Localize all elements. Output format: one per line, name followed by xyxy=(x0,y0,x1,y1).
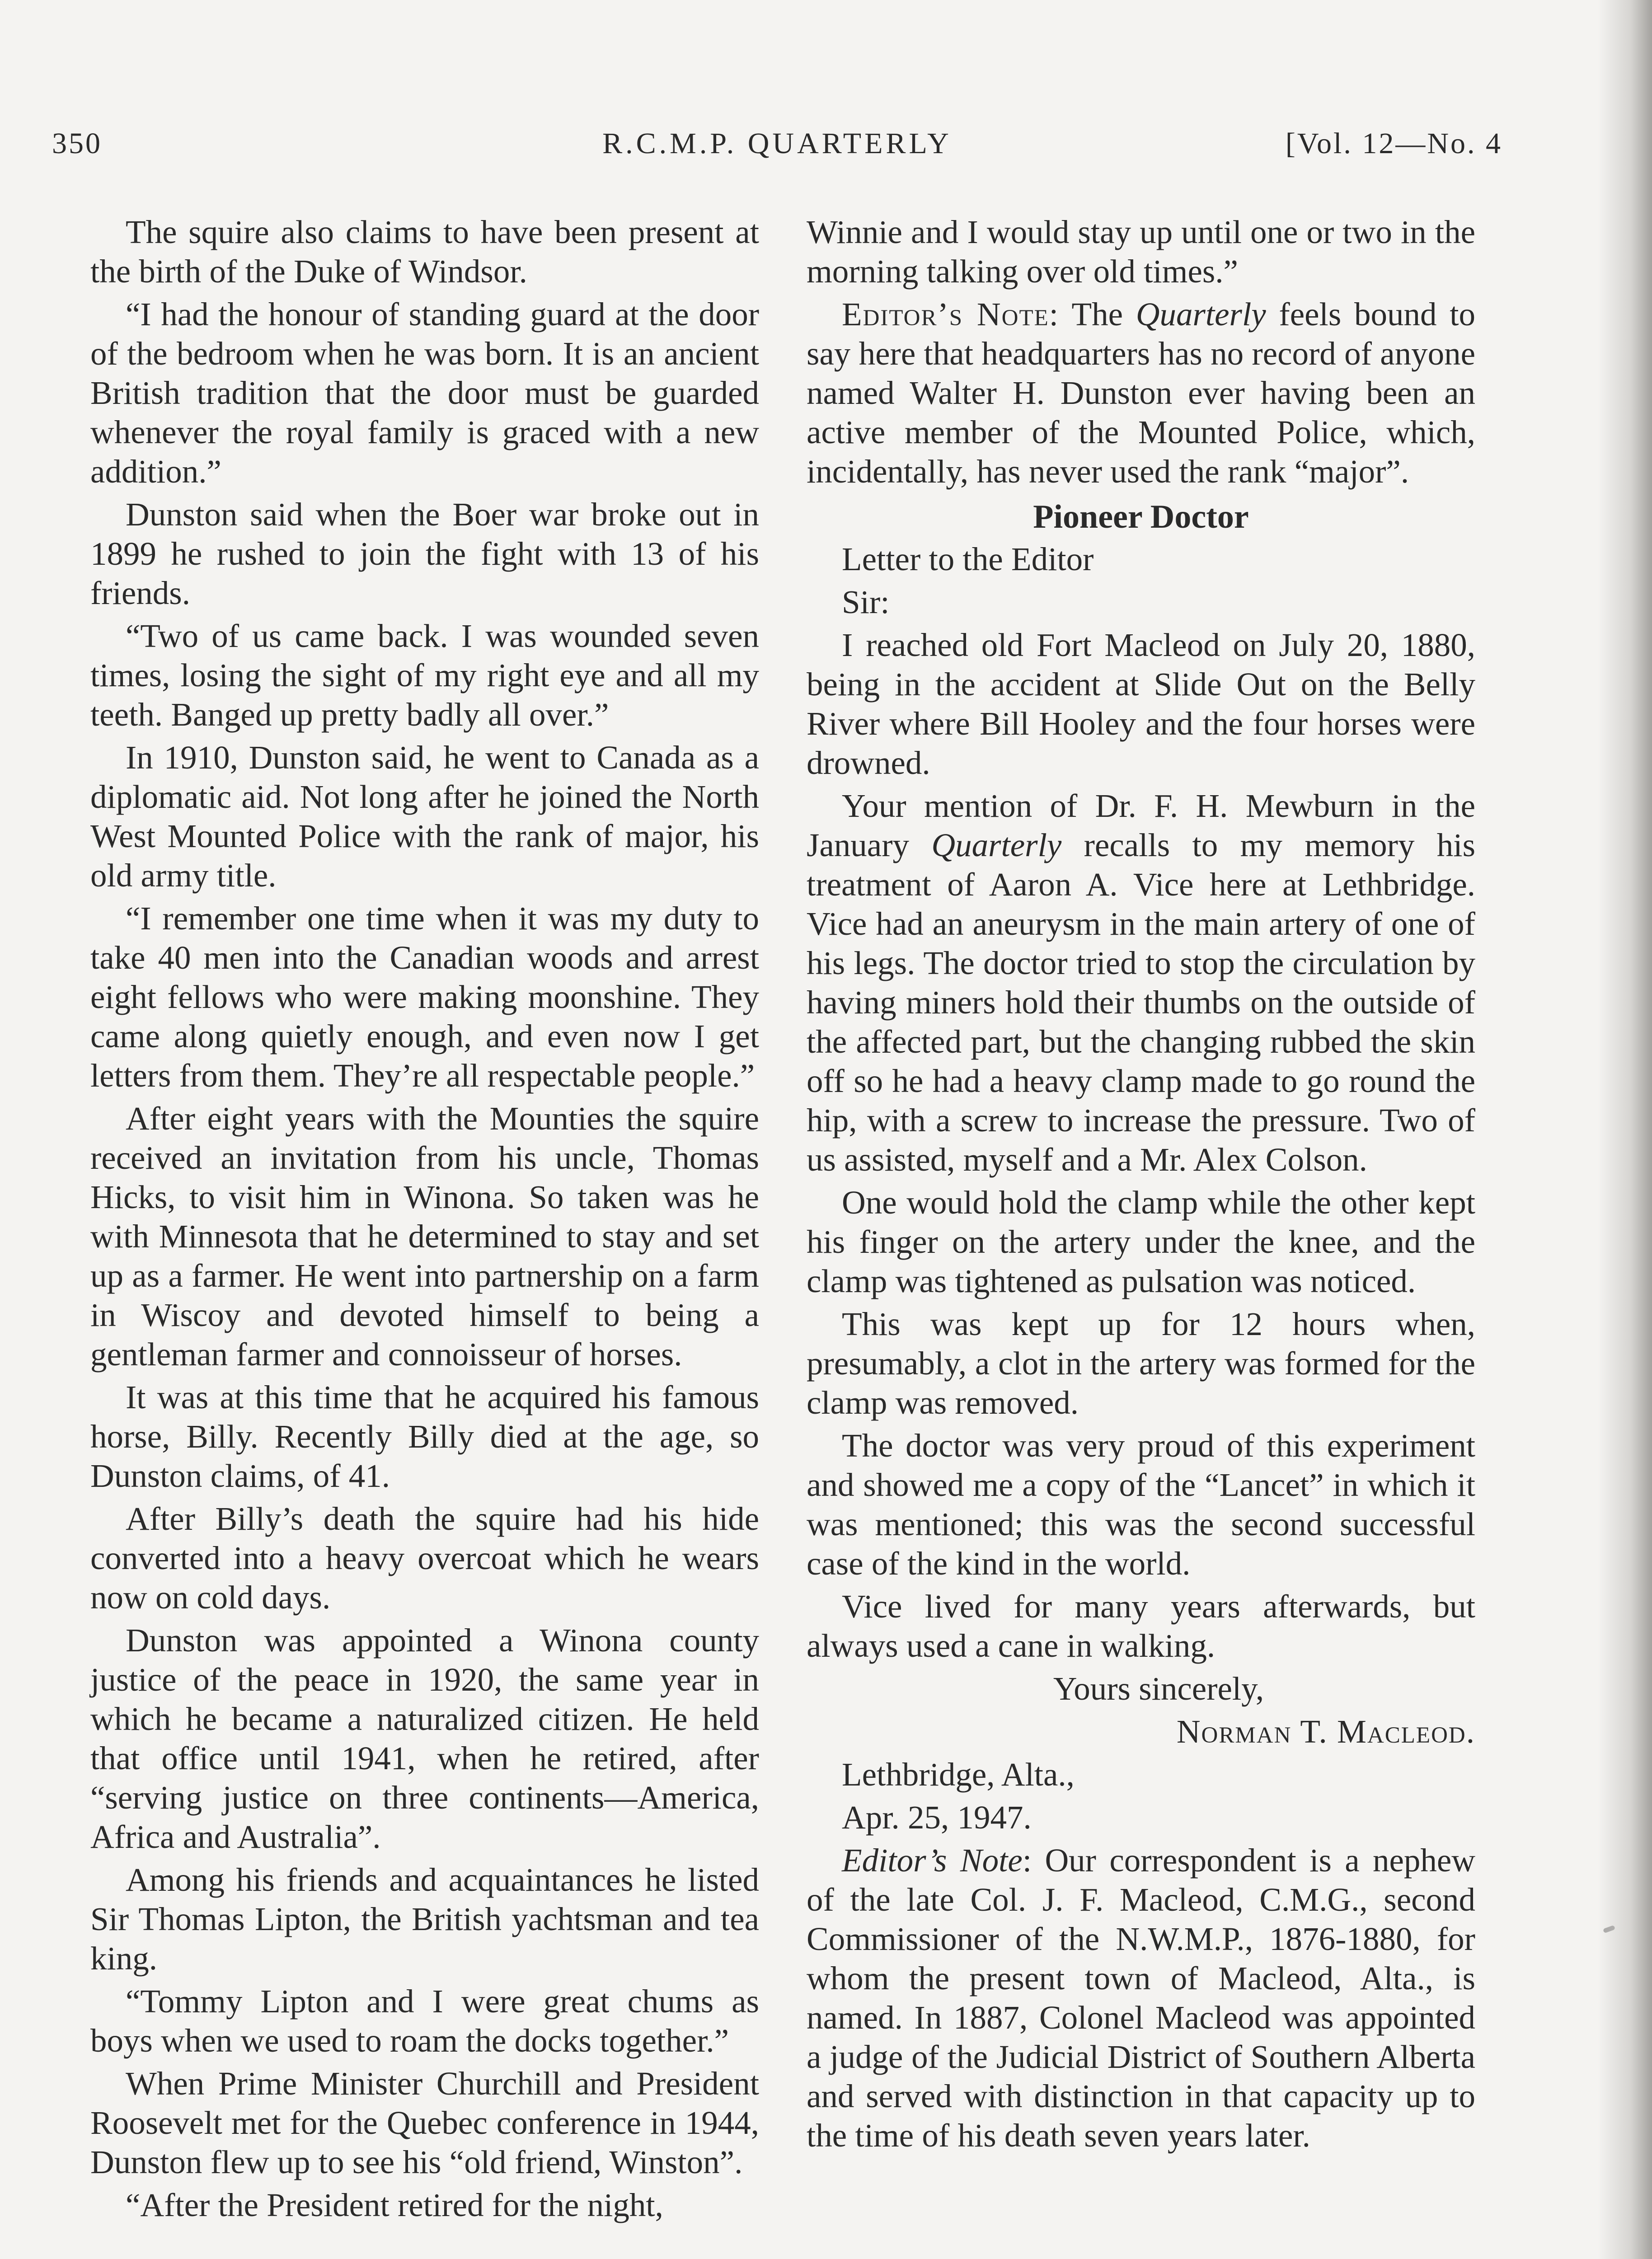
page-number: 350 xyxy=(52,127,102,160)
issue-label: [Vol. 12—No. 4 xyxy=(1285,127,1502,160)
paragraph: “Two of us came back. I was wounded seven times, losing the sight of my right eye and all my teeth. Banged up pretty badly all over.” xyxy=(90,618,759,733)
paragraph-pre: Your mention of Dr. F. H. Mewburn in the January xyxy=(807,787,1475,863)
running-header xyxy=(52,127,1502,176)
publication-name: Quarterly xyxy=(931,827,1062,863)
paragraph xyxy=(807,786,1475,1179)
salutation: Sir: xyxy=(842,584,890,620)
editors-note-2 xyxy=(807,1841,1475,2155)
paragraph: Vice lived for many years afterwards, but always used a cane in walking. xyxy=(807,1588,1475,1664)
paragraph: “Tommy Lipton and I were great chums as boys when we used to roam the docks together.” xyxy=(90,1983,759,2059)
journal-title: R.C.M.P. QUARTERLY xyxy=(602,127,952,160)
paragraph: The squire also claims to have been present at the birth of the Duke of Windsor. xyxy=(90,214,759,290)
paragraph: This was kept up for 12 hours when, presumably, a clot in the artery was formed for the clamp was removed. xyxy=(807,1306,1475,1421)
letter-date: Apr. 25, 1947. xyxy=(842,1799,1032,1836)
paragraph: When Prime Minister Churchill and President Roosevelt met for the Quebec conference in 1944, Dunston flew up to see his “old friend, Winston”. xyxy=(90,2065,759,2180)
paragraph: After eight years with the Mounties the squire received an invitation from his uncle, Thomas Hicks, to visit him in Winona. So taken was he with Minnesota that he determined to stay and set up as a farmer. He went into partnership on a farm in Wiscoy and devoted himself to being a gentleman farmer and connoisseur of horses. xyxy=(90,1100,759,1373)
editors-note-2-text: : Our correspondent is a nephew of the late Col. J. F. Macleod, C.M.G., second Commissioner of the N.W.M.P., 1876-1880, for whom the present town of Macleod, Alta., is named. In 1887, Colonel Macleod was appointed a judge of the Judicial District of Southern Alberta and served with distinction in that capacity up to the time of his death seven years later. xyxy=(807,1842,1475,2154)
letter-place: Lethbridge, Alta., xyxy=(842,1756,1075,1793)
paragraph: In 1910, Dunston said, he went to Canada as a diplomatic aid. Not long after he joined the North West Mounted Police with the rank of major, his old army title. xyxy=(90,739,759,894)
paragraph: Among his friends and acquaintances he listed Sir Thomas Lipton, the British yachtsman and tea king. xyxy=(90,1861,759,1977)
editors-note-publication: Quarterly xyxy=(1136,296,1266,333)
paragraph: The doctor was very proud of this experiment and showed me a copy of the “Lancet” in which it was mentioned; this was the second successful case of the kind in the world. xyxy=(807,1427,1475,1582)
paragraph: “I remember one time when it was my duty to take 40 men into the Canadian woods and arrest eight fellows who were making moonshine. They came along quietly enough, and even now I get letters from them. They’re all respectable people.” xyxy=(90,900,759,1094)
letter-subheading: Letter to the Editor xyxy=(842,541,1094,577)
section-heading: Pioneer Doctor xyxy=(1033,498,1249,535)
editors-note-label: Editor’s Note: xyxy=(842,296,1060,333)
left-column xyxy=(90,212,759,2228)
right-column xyxy=(807,212,1475,2159)
continuation-paragraph: Winnie and I would stay up until one or two in the morning talking over old times.” xyxy=(807,214,1475,290)
editors-note-pre: The xyxy=(1071,296,1123,333)
paragraph: Dunston said when the Boer war broke out in 1899 he rushed to join the fight with 13 of his friends. xyxy=(90,496,759,611)
paragraph: I reached old Fort Macleod on July 20, 1880, being in the accident at Slide Out on the Belly River where Bill Hooley and the four horses were drowned. xyxy=(807,627,1475,781)
editors-note xyxy=(807,295,1475,491)
paragraph: It was at this time that he acquired his famous horse, Billy. Recently Billy died at the age, so Dunston claims, of 41. xyxy=(90,1379,759,1494)
editors-note-text: feels bound to say here that headquarters has no record of anyone named Walter H. Dunston ever having been an active member of the Mounted Police, which, incidentally, has never used the rank “major”. xyxy=(807,296,1476,490)
editors-note-2-label: Editor’s Note xyxy=(842,1842,1023,1879)
paragraph: After Billy’s death the squire had his hide converted into a heavy overcoat which he wears now on cold days. xyxy=(90,1500,759,1616)
paragraph: “I had the honour of standing guard at the door of the bedroom when he was born. It is an ancient British tradition that the door must be guarded whenever the royal family is graced with a new addition.” xyxy=(90,296,759,490)
closing: Yours sincerely, xyxy=(1053,1670,1264,1707)
paragraph: “After the President retired for the night, xyxy=(126,2187,663,2223)
paragraph-text: recalls to my memory his treatment of Aaron A. Vice here at Lethbridge. Vice had an aneurysm in the main artery of one of his legs. The doctor tried to stop the circulation by having miners hold their thumbs on the outside of the affected part, but the changing rubbed the skin off so he had a heavy clamp made to go round the hip, with a screw to increase the pressure. Two of us assisted, myself and a Mr. Alex Colson. xyxy=(807,827,1476,1178)
signature: Norman T. Macleod. xyxy=(1176,1713,1475,1750)
binding-shadow xyxy=(1598,0,1652,2259)
paragraph: Dunston was appointed a Winona county justice of the peace in 1920, the same year in which he became a naturalized citizen. He held that office until 1941, when he retired, after “serving justice on three continents—America, Africa and Australia”. xyxy=(90,1622,759,1855)
paragraph: One would hold the clamp while the other kept his finger on the artery under the knee, and the clamp was tightened as pulsation was noticed. xyxy=(807,1184,1475,1299)
